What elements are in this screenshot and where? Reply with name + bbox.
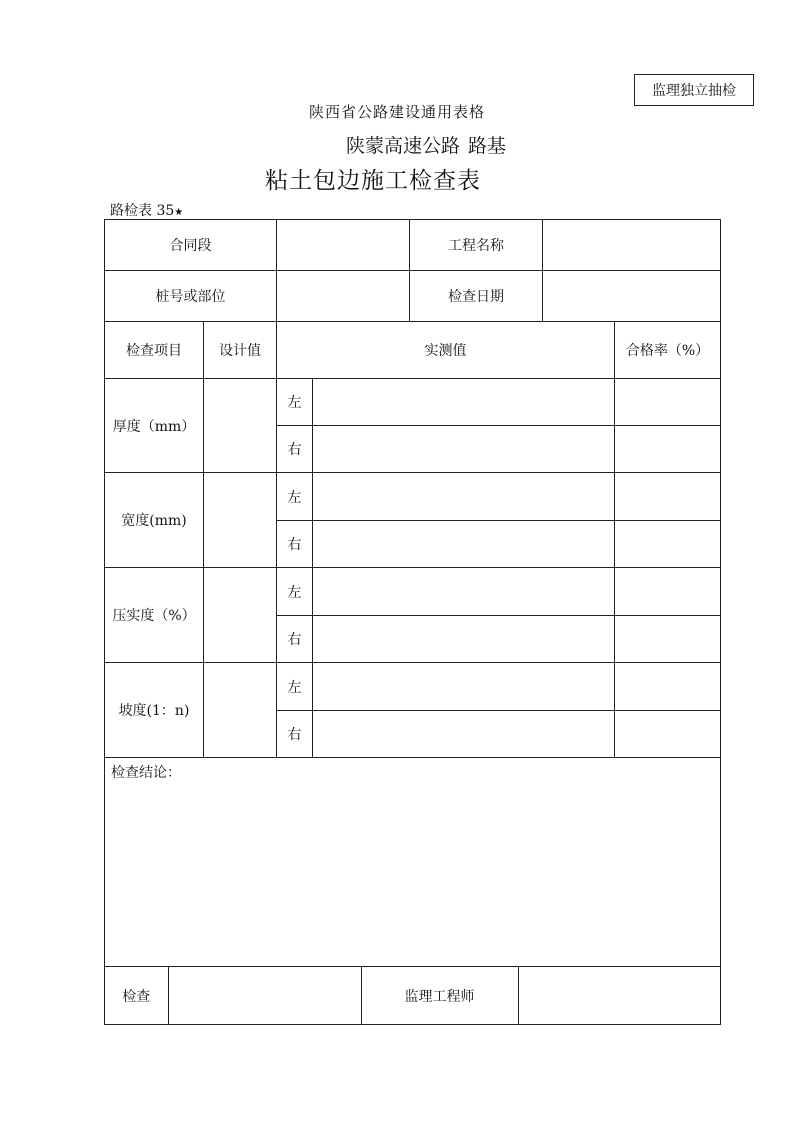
page-title: 粘土包边施工检查表 <box>265 168 481 194</box>
inspection-table <box>104 219 721 1025</box>
design-value-cell[interactable] <box>204 473 277 568</box>
col-header-design: 设计值 <box>204 322 277 379</box>
table-row <box>105 663 721 711</box>
station-value[interactable] <box>277 271 410 322</box>
side-right-label: 右 <box>277 426 313 473</box>
contract-label: 合同段 <box>105 220 277 271</box>
col-header-measured: 实测值 <box>277 322 615 379</box>
side-right-label: 右 <box>277 521 313 568</box>
project-subtitle <box>0 131 794 158</box>
inspector-signature[interactable] <box>168 967 361 1024</box>
pass-rate-cell[interactable] <box>615 568 721 616</box>
side-right-label: 右 <box>277 711 313 758</box>
star-icon: ★ <box>174 207 184 218</box>
pass-rate-cell[interactable] <box>615 426 721 473</box>
table-row <box>105 379 721 426</box>
project-name-label: 工程名称 <box>410 220 543 271</box>
form-number: 路检表 35★ <box>110 203 184 219</box>
measured-value-cell[interactable] <box>313 521 615 568</box>
signature-table <box>105 967 721 1024</box>
station-row <box>105 271 721 322</box>
pass-rate-cell[interactable] <box>615 473 721 521</box>
pass-rate-cell[interactable] <box>615 616 721 663</box>
measured-value-cell[interactable] <box>313 711 615 758</box>
design-value-cell[interactable] <box>204 379 277 473</box>
supervisor-signature[interactable] <box>518 967 721 1024</box>
inspection-date-value[interactable] <box>543 271 721 322</box>
conclusion-row <box>105 758 721 967</box>
pass-rate-cell[interactable] <box>615 521 721 568</box>
side-left-label: 左 <box>277 663 313 711</box>
item-compaction: 压实度（%） <box>105 568 204 663</box>
measured-value-cell[interactable] <box>313 616 615 663</box>
project-name: 陕蒙高速公路 <box>345 135 460 157</box>
design-value-cell[interactable] <box>204 663 277 758</box>
side-left-label: 左 <box>277 473 313 521</box>
column-header-row <box>105 322 721 379</box>
province-form-caption: 陕西省公路建设通用表格 <box>308 103 485 121</box>
design-value-cell[interactable] <box>204 568 277 663</box>
signature-row <box>105 967 721 1025</box>
inspector-label: 检查 <box>105 967 168 1024</box>
side-left-label: 左 <box>277 379 313 426</box>
contract-value[interactable] <box>277 220 410 271</box>
table-row <box>105 473 721 521</box>
contract-row <box>105 220 721 271</box>
table-row <box>105 568 721 616</box>
item-thickness: 厚度（mm） <box>105 379 204 473</box>
measured-value-cell[interactable] <box>313 473 615 521</box>
conclusion-label: 检查结论： <box>111 765 181 781</box>
col-header-pass-rate: 合格率（%） <box>615 322 721 379</box>
col-header-item: 检查项目 <box>105 322 204 379</box>
pass-rate-cell[interactable] <box>615 711 721 758</box>
station-label: 桩号或部位 <box>105 271 277 322</box>
supervisor-label: 监理工程师 <box>361 967 518 1024</box>
supervision-spot-check-stamp: 监理独立抽检 <box>634 74 754 106</box>
measured-value-cell[interactable] <box>313 568 615 616</box>
signature-cell <box>105 967 721 1025</box>
inspection-date-label: 检查日期 <box>410 271 543 322</box>
inspection-conclusion[interactable] <box>105 758 721 967</box>
measured-value-cell[interactable] <box>313 663 615 711</box>
project-name-value[interactable] <box>543 220 721 271</box>
section-name: 路基 <box>468 135 507 157</box>
measured-value-cell[interactable] <box>313 426 615 473</box>
item-width: 宽度(mm) <box>105 473 204 568</box>
side-left-label: 左 <box>277 568 313 616</box>
item-slope: 坡度(1：n) <box>105 663 204 758</box>
pass-rate-cell[interactable] <box>615 663 721 711</box>
pass-rate-cell[interactable] <box>615 379 721 426</box>
measured-value-cell[interactable] <box>313 379 615 426</box>
side-right-label: 右 <box>277 616 313 663</box>
